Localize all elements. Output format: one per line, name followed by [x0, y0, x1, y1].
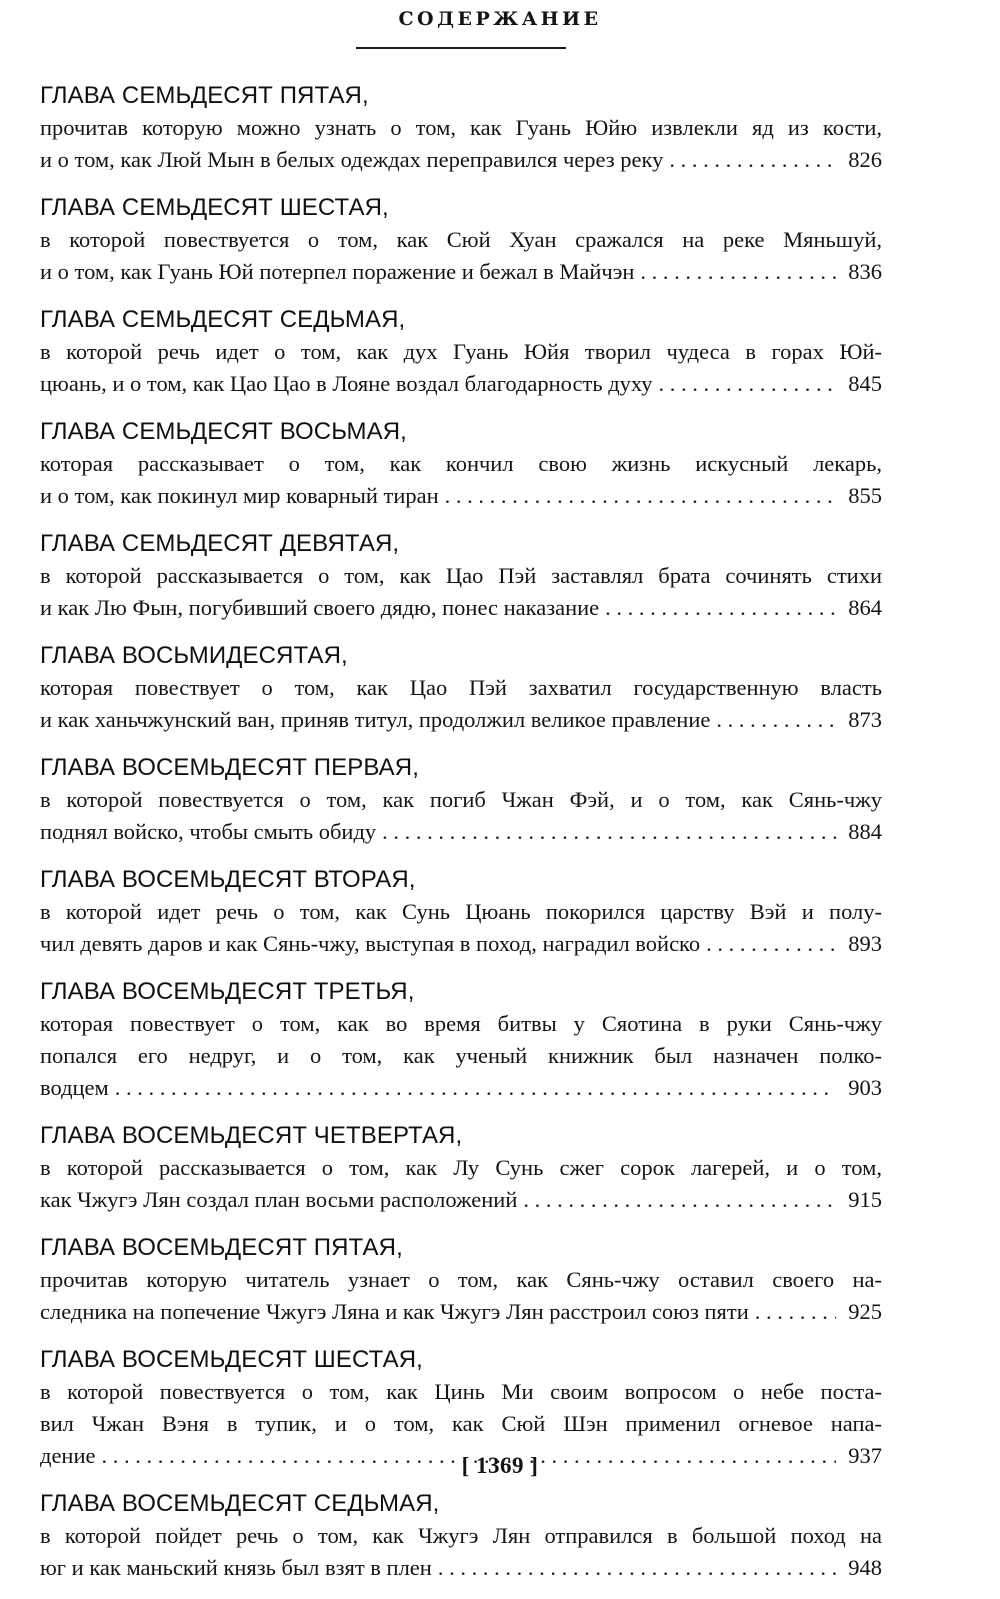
toc-entry[interactable] — [40, 527, 882, 624]
chapter-description-line: в которой повествуется о том, как погиб Чжан Фэй, и о том, как Сянь-чжу — [40, 787, 882, 812]
dot-leader — [599, 592, 836, 624]
toc-entry[interactable] — [40, 191, 882, 288]
chapter-description-text: поднял войско, чтобы смыть обиду — [40, 819, 377, 844]
chapter-description-line: в которой речь идет о том, как дух Гуань Юйя творил чудеса в горах Юй- — [40, 339, 882, 364]
chapter-page-number[interactable]: 903 — [848, 1075, 882, 1100]
chapter-description-last-line — [40, 592, 882, 624]
dot-leader — [653, 368, 836, 400]
chapter-heading: ГЛАВА ВОСЬМИДЕСЯТАЯ, — [40, 642, 348, 669]
chapter-description-line: вил Чжан Вэня в тупик, и о том, как Сюй Шэн применил огневое напа- — [40, 1411, 882, 1436]
chapter-description-line: в которой повествуется о том, как Сюй Хуан сражался на реке Мяньшуй, — [40, 227, 882, 252]
chapter-heading: ГЛАВА СЕМЬДЕСЯТ ВОСЬМАЯ, — [40, 418, 407, 445]
toc-entry[interactable] — [40, 303, 882, 400]
chapter-description-last-line — [40, 256, 882, 288]
page-header — [0, 8, 1000, 40]
chapter-description-text: водцем — [40, 1075, 109, 1100]
chapter-heading: ГЛАВА СЕМЬДЕСЯТ ПЯТАЯ, — [40, 82, 369, 109]
dot-leader — [710, 704, 836, 736]
chapter-page-number[interactable]: 925 — [848, 1299, 882, 1324]
chapter-description-line: прочитав которую читатель узнает о том, как Сянь-чжу оставил своего на- — [40, 1267, 882, 1292]
page-number: [ 1369 ] — [461, 1453, 539, 1478]
chapter-description-text: и как ханьчжунский ван, приняв титул, продолжил великое правление — [40, 707, 711, 732]
chapter-heading: ГЛАВА ВОСЕМЬДЕСЯТ ПЯТАЯ, — [40, 1234, 403, 1261]
chapter-description-last-line — [40, 1184, 882, 1216]
toc-entry[interactable] — [40, 751, 882, 848]
chapter-page-number[interactable]: 826 — [848, 147, 882, 172]
chapter-description-text: дение — [40, 1443, 96, 1468]
chapter-heading: ГЛАВА ВОСЕМЬДЕСЯТ ВТОРАЯ, — [40, 866, 416, 893]
page-title: СОДЕРЖАНИЕ — [398, 8, 602, 30]
chapter-heading: ГЛАВА ВОСЕМЬДЕСЯТ ПЕРВАЯ, — [40, 754, 419, 781]
header-underline-divider — [356, 47, 566, 49]
chapter-description-text: цюань, и о том, как Цао Цао в Лояне воздал благодарность духу — [40, 371, 653, 396]
chapter-description-line: которая рассказывает о том, как кончил свою жизнь искусный лекарь, — [40, 451, 882, 476]
chapter-page-number[interactable]: 893 — [848, 931, 882, 956]
chapter-page-number[interactable]: 845 — [848, 371, 882, 396]
dot-leader — [663, 144, 836, 176]
chapter-description-last-line — [40, 704, 882, 736]
chapter-description-text: как Чжугэ Лян создал план восьми расположений — [40, 1187, 518, 1212]
chapter-description-text: чил девять даров и как Сянь-чжу, выступая в поход, наградил войско — [40, 931, 701, 956]
toc-entry[interactable] — [40, 79, 882, 176]
chapter-page-number[interactable]: 884 — [848, 819, 882, 844]
toc-entry[interactable] — [40, 1119, 882, 1216]
chapter-heading: ГЛАВА СЕМЬДЕСЯТ СЕДЬМАЯ, — [40, 306, 406, 333]
chapter-heading: ГЛАВА СЕМЬДЕСЯТ ШЕСТАЯ, — [40, 194, 389, 221]
chapter-description-text: юг и как маньский князь был взят в плен — [40, 1555, 432, 1580]
chapter-description-last-line — [40, 1296, 882, 1328]
chapter-page-number[interactable]: 855 — [848, 483, 882, 508]
chapter-heading: ГЛАВА СЕМЬДЕСЯТ ДЕВЯТАЯ, — [40, 530, 400, 557]
dot-leader — [376, 816, 836, 848]
toc-entry[interactable] — [40, 1231, 882, 1328]
chapter-description-line: в которой повествуется о том, как Цинь Ми своим вопросом о небе поста- — [40, 1379, 882, 1404]
chapter-description-text: и о том, как Гуань Юй потерпел поражение и бежал в Майчэн — [40, 259, 635, 284]
chapter-page-number[interactable]: 948 — [848, 1555, 882, 1580]
chapter-description-last-line — [40, 1552, 882, 1584]
chapter-heading: ГЛАВА ВОСЕМЬДЕСЯТ СЕДЬМАЯ, — [40, 1490, 440, 1517]
chapter-description-last-line — [40, 144, 882, 176]
chapter-description-text: и о том, как Люй Мын в белых одеждах переправился через реку — [40, 147, 664, 172]
chapter-heading: ГЛАВА ВОСЕМЬДЕСЯТ ЧЕТВЕРТАЯ, — [40, 1122, 463, 1149]
chapter-description-line: в которой пойдет речь о том, как Чжугэ Лян отправился в большой поход на — [40, 1523, 882, 1548]
dot-leader — [700, 928, 836, 960]
toc-entry[interactable] — [40, 639, 882, 736]
dot-leader — [432, 1552, 836, 1584]
chapter-description-text: и как Лю Фын, погубивший своего дядю, понес наказание — [40, 595, 600, 620]
chapter-heading: ГЛАВА ВОСЕМЬДЕСЯТ ТРЕТЬЯ, — [40, 978, 415, 1005]
chapter-description-text: и о том, как покинул мир коварный тиран — [40, 483, 439, 508]
chapter-page-number[interactable]: 864 — [848, 595, 882, 620]
chapter-description-last-line — [40, 816, 882, 848]
chapter-description-line: в которой рассказывается о том, как Цао Пэй заставлял брата сочинять стихи — [40, 563, 882, 588]
chapter-description-line: которая повествует о том, как во время битвы у Сяотина в руки Сянь-чжу — [40, 1011, 882, 1036]
toc-entry[interactable] — [40, 863, 882, 960]
chapter-description-last-line — [40, 928, 882, 960]
dot-leader — [634, 256, 836, 288]
chapter-heading: ГЛАВА ВОСЕМЬДЕСЯТ ШЕСТАЯ, — [40, 1346, 423, 1373]
toc-entry[interactable] — [40, 1487, 882, 1584]
chapter-description-line: которая повествует о том, как Цао Пэй захватил государственную власть — [40, 675, 882, 700]
chapter-page-number[interactable]: 873 — [848, 707, 882, 732]
chapter-description-line: прочитав которую можно узнать о том, как Гуань Юйю извлекли яд из кости, — [40, 115, 882, 140]
toc-entry[interactable] — [40, 975, 882, 1104]
chapter-page-number[interactable]: 836 — [848, 259, 882, 284]
chapter-description-last-line — [40, 1072, 882, 1104]
chapter-description-last-line — [40, 368, 882, 400]
chapter-description-line: в которой рассказывается о том, как Лу Сунь сжег сорок лагерей, и о том, — [40, 1155, 882, 1180]
chapter-description-text: следника на попечение Чжугэ Ляна и как Чжугэ Лян расстроил союз пяти — [40, 1299, 749, 1324]
dot-leader — [749, 1296, 836, 1328]
toc-entry[interactable] — [40, 415, 882, 512]
chapter-page-number[interactable]: 937 — [848, 1443, 882, 1468]
chapter-page-number[interactable]: 915 — [848, 1187, 882, 1212]
table-of-contents — [40, 79, 882, 1599]
dot-leader — [109, 1072, 836, 1104]
chapter-description-last-line — [40, 480, 882, 512]
dot-leader — [517, 1184, 836, 1216]
chapter-description-line: в которой идет речь о том, как Сунь Цюань покорился царству Вэй и полу- — [40, 899, 882, 924]
dot-leader — [439, 480, 836, 512]
chapter-description-line: попался его недруг, и о том, как ученый книжник был назначен полко- — [40, 1043, 882, 1068]
